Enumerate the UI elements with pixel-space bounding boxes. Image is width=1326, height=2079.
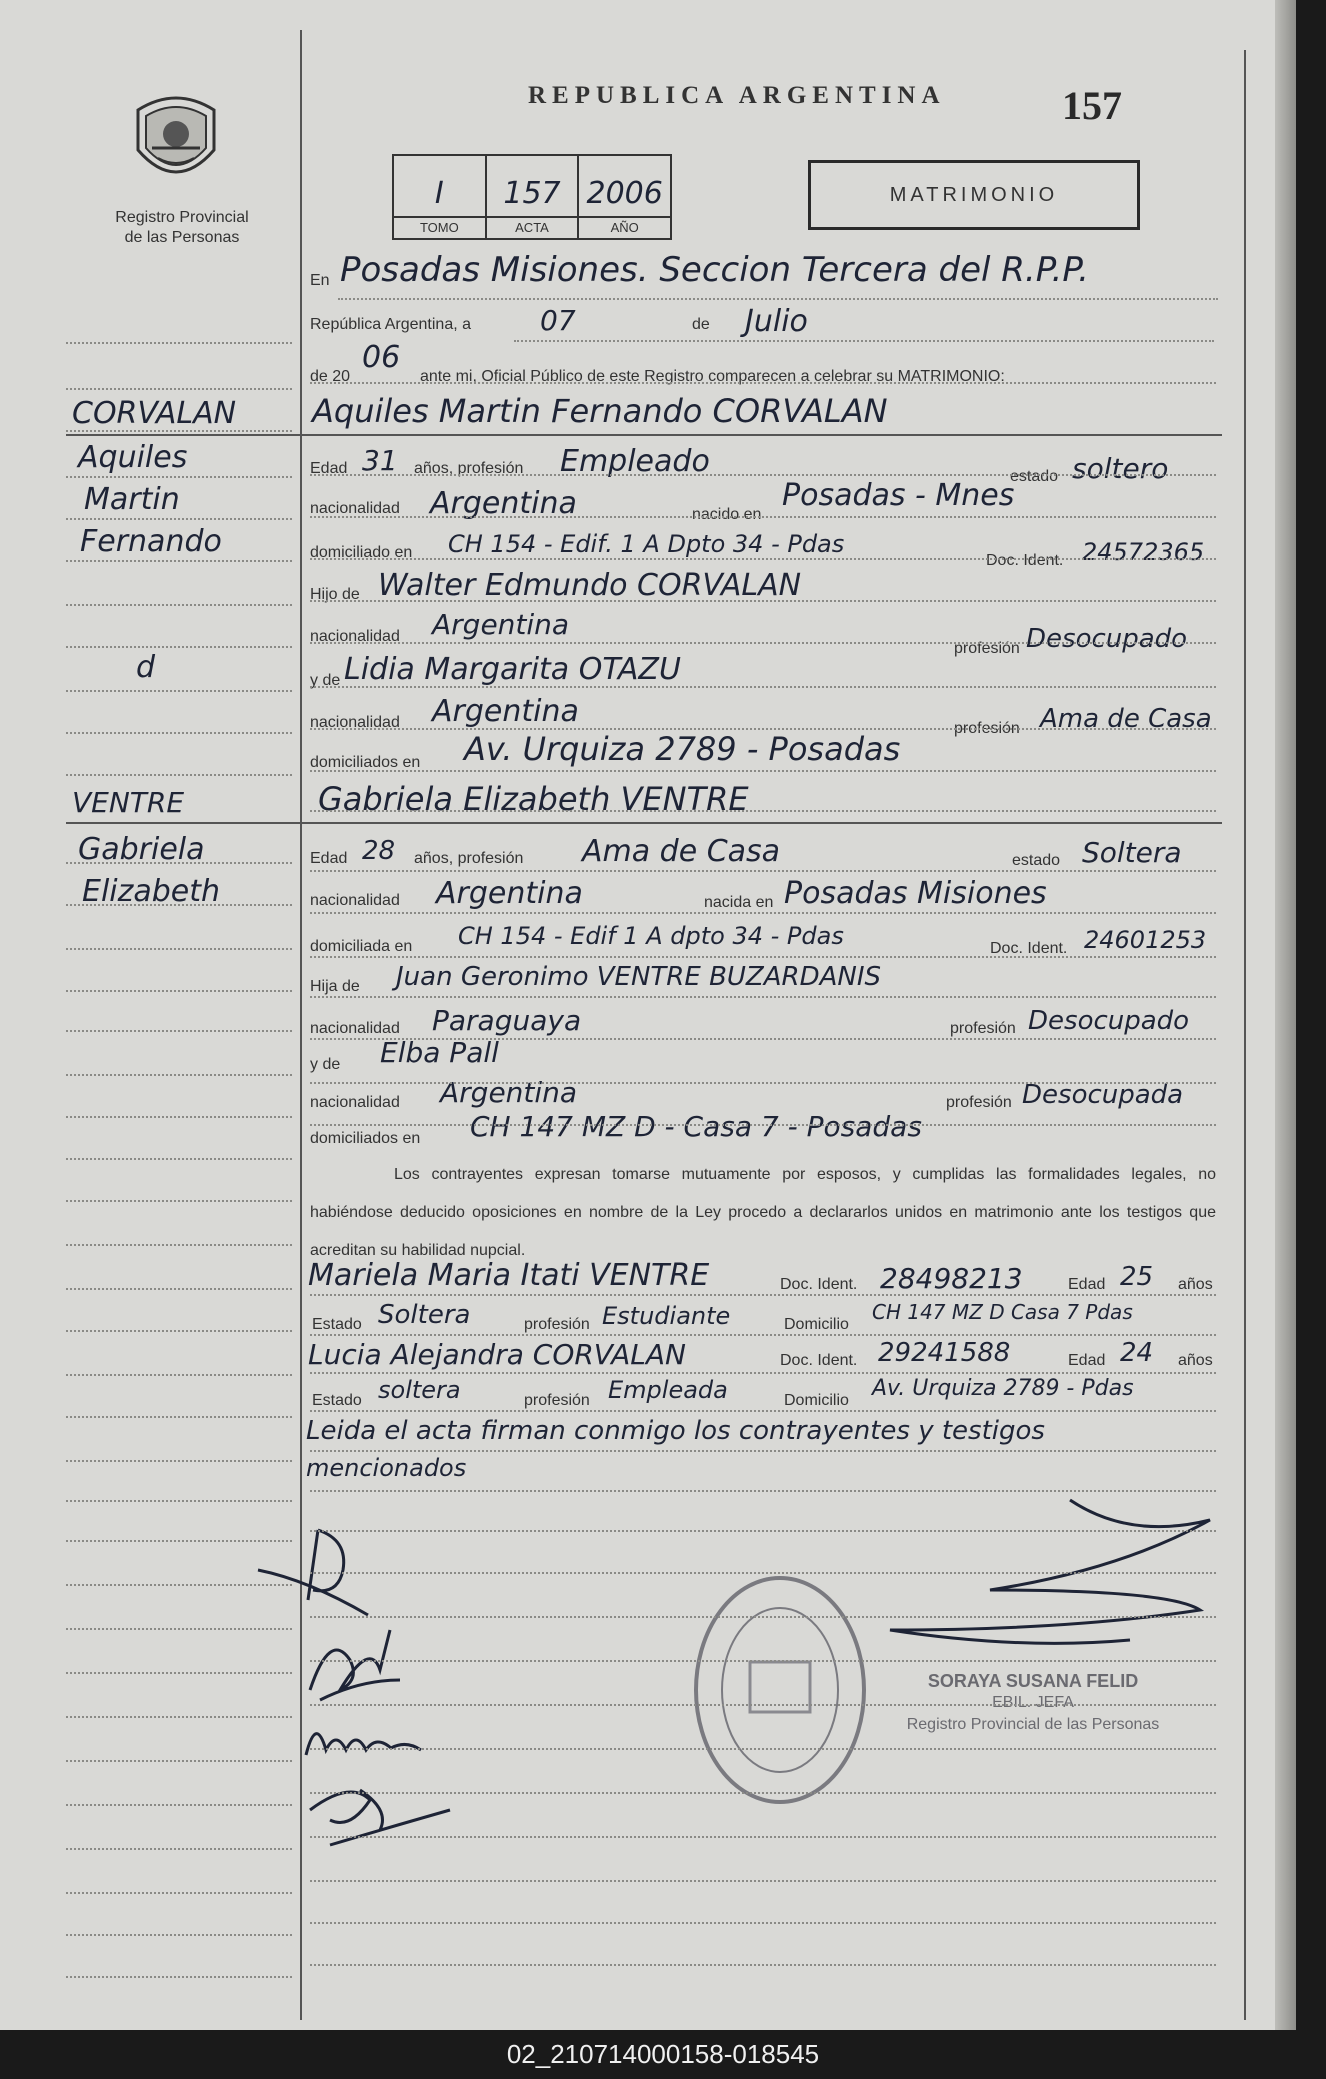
groom-mother-nat-label: nacionalidad (310, 714, 400, 731)
bride-margin-surname: VENTRE (72, 786, 185, 819)
bride-margin-name-1: Gabriela (78, 832, 205, 867)
groom-birthplace: Posadas - Mnes (782, 478, 1015, 513)
main-ruled-line (310, 1660, 1216, 1662)
margin-ruled-line (66, 1116, 292, 1118)
witness-1-profession: Estudiante (602, 1302, 731, 1330)
witness-2-doc-label: Doc. Ident. (780, 1352, 858, 1369)
bride-doc: 24601253 (1084, 926, 1207, 954)
bride-estado-label: estado (1012, 852, 1061, 869)
margin-ruled-line (66, 1200, 292, 1202)
margin-ruled-line (66, 862, 292, 864)
groom-anos-label: años, profesión (414, 460, 524, 477)
groom-margin-name-1: Aquiles (78, 440, 188, 475)
bride-parents-address: CH 147 MZ D - Casa 7 - Posadas (470, 1110, 922, 1143)
bride-nacida-label: nacida en (704, 894, 774, 911)
intro-text: ante mi, Oficial Público de este Registro comparecen a celebrar su MATRIMONIO: (420, 368, 1005, 385)
place-value: Posadas Misiones. Seccion Tercera del R.P.P. (340, 250, 1089, 290)
witness-2-profession: Empleada (608, 1376, 728, 1404)
main-ruled-line (310, 870, 1216, 872)
bride-mother-nationality: Argentina (440, 1076, 578, 1109)
anio-cell (579, 156, 670, 238)
groom-nat-label: nacionalidad (310, 500, 400, 517)
groom-margin-rule (66, 434, 300, 436)
main-ruled-line (310, 1922, 1216, 1924)
margin-ruled-line (66, 1074, 292, 1076)
groom-mother: Lidia Margarita OTAZU (344, 652, 681, 687)
main-ruled-line (310, 1372, 1216, 1374)
margin-ruled-line (66, 690, 292, 692)
margin-ruled-line (66, 476, 292, 478)
footer-id: 02_210714000158-018545 (506, 2039, 820, 2069)
witness-1-civil-status: Soltera (378, 1300, 471, 1330)
margin-ruled-line (66, 1330, 292, 1332)
witness-1-doc: 28498213 (880, 1262, 1023, 1295)
margin-connector: d (136, 650, 156, 685)
declaration-text: Los contrayentes expresan tomarse mutuamente por esposos, y cumplidas las formalidades legales, no habiéndose deducido oposiciones en nombre de la Ley procedo a declararlos unidos en matrimonio ante los testigos que acreditan su habilidad nupcial. (310, 1166, 1216, 1259)
closing-note-1: Leida el acta firman conmigo los contrayentes y testigos (306, 1416, 1045, 1446)
officer-org: Registro Provincial de las Personas (906, 1716, 1160, 1733)
groom-edad-label: Edad (310, 460, 348, 477)
groom-father-nationality: Argentina (432, 608, 570, 641)
margin-ruled-line (66, 1374, 292, 1376)
registration-table (392, 154, 672, 240)
main-ruled-line (310, 382, 1216, 384)
groom-estado-label: estado (1010, 468, 1059, 485)
margin-ruled-line (66, 1288, 292, 1290)
margin-ruled-line (66, 560, 292, 562)
officer-title: EBIL. JEFA (992, 1694, 1074, 1711)
main-ruled-line (310, 1836, 1216, 1838)
main-ruled-line (310, 996, 1216, 998)
witness-2-address: Av. Urquiza 2789 - Pdas (872, 1376, 1134, 1401)
bride-mother-prof-label: profesión (946, 1094, 1012, 1111)
year-prefix: de 20 (310, 368, 351, 385)
margin-ruled-line (66, 1892, 292, 1894)
witness-1-prof-label: profesión (524, 1316, 590, 1333)
main-ruled-line (310, 1748, 1216, 1750)
margin-ruled-line (66, 388, 292, 390)
bride-father-nationality: Paraguaya (432, 1004, 582, 1037)
acta-label: ACTA (487, 216, 578, 238)
bride-father-profession: Desocupado (1028, 1006, 1190, 1036)
margin-ruled-line (66, 1628, 292, 1630)
day-value: 07 (540, 304, 576, 337)
closing-note-2: mencionados (306, 1454, 467, 1482)
groom-dom-label: domiciliado en (310, 544, 413, 561)
groom-parents-address: Av. Urquiza 2789 - Posadas (464, 730, 901, 768)
bride-birthplace: Posadas Misiones (784, 876, 1047, 911)
signature-witness-1 (296, 1710, 436, 1770)
bride-mother-nat-label: nacionalidad (310, 1094, 400, 1111)
margin-ruled-line (66, 1584, 292, 1586)
tomo-label: TOMO (394, 216, 485, 238)
witness-1-dom-label: Domicilio (784, 1316, 849, 1333)
main-ruled-line (310, 1792, 1216, 1794)
registry-name (92, 208, 272, 248)
de-label: de (692, 316, 710, 333)
witness-2-estado-label: Estado (312, 1392, 362, 1409)
groom-mother-profession: Ama de Casa (1040, 704, 1212, 734)
right-border (1244, 50, 1246, 2020)
margin-ruled-line (66, 1540, 292, 1542)
groom-full-name: Aquiles Martin Fernando CORVALAN (312, 392, 888, 430)
act-type-box: MATRIMONIO (808, 160, 1140, 230)
bride-profession: Ama de Casa (582, 834, 781, 869)
margin-ruled-line (66, 1716, 292, 1718)
witness-1-edad-label: Edad (1068, 1276, 1106, 1293)
groom-mother-prof-label: profesión (954, 720, 1020, 737)
acta-cell (487, 156, 580, 238)
main-ruled-line (310, 770, 1216, 772)
witness-2-anos-label: años (1178, 1352, 1213, 1369)
bride-margin-rule (66, 822, 300, 824)
margin-ruled-line (66, 1158, 292, 1160)
month-value: Julio (745, 304, 808, 339)
margin-ruled-line (66, 1934, 292, 1936)
witness-2-name: Lucia Alejandra CORVALAN (308, 1338, 686, 1371)
groom-father: Walter Edmundo CORVALAN (378, 568, 802, 603)
groom-age: 31 (362, 444, 398, 477)
main-ruled-line (310, 642, 1216, 644)
main-ruled-line (310, 1572, 1216, 1574)
groom-top-rule (300, 434, 1222, 436)
republica-label: República Argentina, a (310, 316, 471, 333)
main-ruled-line (310, 600, 1216, 602)
main-ruled-line (310, 1964, 1216, 1966)
margin-ruled-line (66, 948, 292, 950)
groom-nacido-label: nacido en (692, 506, 762, 523)
main-ruled-line (310, 1530, 1216, 1532)
main-ruled-line (310, 1082, 1216, 1084)
en-label: En (310, 272, 330, 289)
witness-2-prof-label: profesión (524, 1392, 590, 1409)
main-ruled-line (310, 728, 1216, 730)
official-stamp-icon (690, 1572, 870, 1808)
date-rule (514, 340, 1214, 342)
margin-ruled-line (66, 646, 292, 648)
main-ruled-line (310, 686, 1216, 688)
groom-doc-label: Doc. Ident. (986, 552, 1064, 569)
bride-margin-name-2: Elizabeth (82, 874, 221, 909)
witness-1-anos-label: años (1178, 1276, 1213, 1293)
groom-profession: Empleado (560, 444, 710, 479)
bride-father-nat-label: nacionalidad (310, 1020, 400, 1037)
main-ruled-line (310, 1880, 1216, 1882)
main-ruled-line (310, 1124, 1216, 1126)
main-ruled-line (310, 474, 1216, 476)
witness-1-doc-label: Doc. Ident. (780, 1276, 858, 1293)
main-ruled-line (310, 1038, 1216, 1040)
witness-1-estado-label: Estado (312, 1316, 362, 1333)
bride-parents-addr-label: domiciliados en (310, 1130, 421, 1147)
bride-nationality: Argentina (436, 876, 583, 911)
signature-bride (300, 1620, 410, 1710)
groom-margin-surname: CORVALAN (72, 396, 237, 431)
bride-father-label: Hija de (310, 978, 360, 995)
groom-mother-nationality: Argentina (432, 694, 579, 729)
bride-mother-label: y de (310, 1056, 341, 1073)
witness-2-civil-status: soltera (378, 1376, 461, 1404)
groom-mother-label: y de (310, 672, 341, 689)
margin-ruled-line (66, 1500, 292, 1502)
main-ruled-line (310, 810, 1216, 812)
margin-ruled-line (66, 1760, 292, 1762)
groom-father-label: Hijo de (310, 586, 360, 603)
margin-ruled-line (66, 774, 292, 776)
margin-ruled-line (66, 1244, 292, 1246)
bride-age: 28 (362, 836, 396, 866)
witness-2-age: 24 (1120, 1338, 1154, 1368)
bride-father-prof-label: profesión (950, 1020, 1016, 1037)
tomo-cell (394, 156, 487, 238)
main-ruled-line (310, 1334, 1216, 1336)
folio-number: 157 (1062, 83, 1122, 128)
main-ruled-line (310, 1450, 1216, 1452)
main-ruled-line (310, 1410, 1216, 1412)
margin-ruled-line (66, 1848, 292, 1850)
groom-margin-name-2: Martin (84, 482, 180, 517)
year-suffix: 06 (362, 340, 401, 375)
place-rule (338, 298, 1218, 300)
margin-ruled-line (66, 1672, 292, 1674)
margin-ruled-line (66, 1804, 292, 1806)
signature-officer (870, 1480, 1230, 1670)
acta-value: 157 (503, 176, 561, 211)
bride-civil-status: Soltera (1082, 836, 1182, 869)
main-ruled-line (310, 1294, 1216, 1296)
bride-doc-label: Doc. Ident. (990, 940, 1068, 957)
margin-ruled-line (66, 1030, 292, 1032)
witness-1-address: CH 147 MZ D Casa 7 Pdas (872, 1300, 1133, 1324)
margin-ruled-line (66, 1416, 292, 1418)
country-title: REPUBLICA ARGENTINA (528, 82, 946, 109)
witness-2-edad-label: Edad (1068, 1352, 1106, 1369)
officer-stamp (868, 1670, 1198, 1736)
bride-mother-profession: Desocupada (1022, 1080, 1184, 1110)
anio-value: 2006 (586, 176, 663, 211)
groom-father-nat-label: nacionalidad (310, 628, 400, 645)
witness-1-age: 25 (1120, 1262, 1154, 1292)
groom-address: CH 154 - Edif. 1 A Dpto 34 - Pdas (448, 530, 845, 558)
bride-top-rule (300, 822, 1222, 824)
registry-name-line2: de las Personas (124, 229, 240, 246)
main-ruled-line (310, 1704, 1216, 1706)
bride-full-name: Gabriela Elizabeth VENTRE (318, 780, 749, 818)
witness-2-dom-label: Domicilio (784, 1392, 849, 1409)
margin-ruled-line (66, 904, 292, 906)
margin-ruled-line (66, 518, 292, 520)
bride-dom-label: domiciliada en (310, 938, 413, 955)
main-ruled-line (310, 1490, 1216, 1492)
signature-groom (248, 1520, 388, 1630)
officer-name: SORAYA SUSANA FELID (927, 1671, 1139, 1691)
tomo-value: I (434, 176, 444, 211)
bride-address: CH 154 - Edif 1 A dpto 34 - Pdas (458, 922, 844, 950)
margin-ruled-line (66, 990, 292, 992)
registry-name-line1: Registro Provincial (115, 209, 249, 226)
groom-father-prof-label: profesión (954, 640, 1020, 657)
provincial-seal-icon (128, 90, 224, 190)
bride-mother: Elba Pall (380, 1036, 499, 1069)
margin-ruled-line (66, 1976, 292, 1978)
groom-civil-status: soltero (1072, 452, 1169, 485)
groom-parents-addr-label: domiciliados en (310, 754, 421, 771)
margin-ruled-line (66, 342, 292, 344)
main-ruled-line (310, 912, 1216, 914)
main-ruled-line (310, 956, 1216, 958)
bride-edad-label: Edad (310, 850, 348, 867)
main-ruled-line (310, 558, 1216, 560)
page-binding (1275, 0, 1296, 2030)
witness-1-name: Mariela Maria Itati VENTRE (308, 1258, 710, 1293)
groom-nationality: Argentina (430, 486, 577, 521)
main-ruled-line (310, 1616, 1216, 1618)
anio-label: AÑO (579, 216, 670, 238)
groom-margin-name-3: Fernando (80, 524, 222, 559)
margin-ruled-line (66, 732, 292, 734)
main-ruled-line (310, 516, 1216, 518)
bride-father: Juan Geronimo VENTRE BUZARDANIS (396, 962, 882, 992)
margin-ruled-line (66, 430, 292, 432)
signature-witness-2 (290, 1770, 460, 1850)
groom-doc: 24572365 (1082, 538, 1205, 566)
witness-2-doc: 29241588 (878, 1338, 1011, 1368)
margin-ruled-line (66, 1460, 292, 1462)
groom-father-profession: Desocupado (1026, 624, 1188, 654)
margin-ruled-line (66, 604, 292, 606)
bride-nat-label: nacionalidad (310, 892, 400, 909)
bride-anos-label: años, profesión (414, 850, 524, 867)
